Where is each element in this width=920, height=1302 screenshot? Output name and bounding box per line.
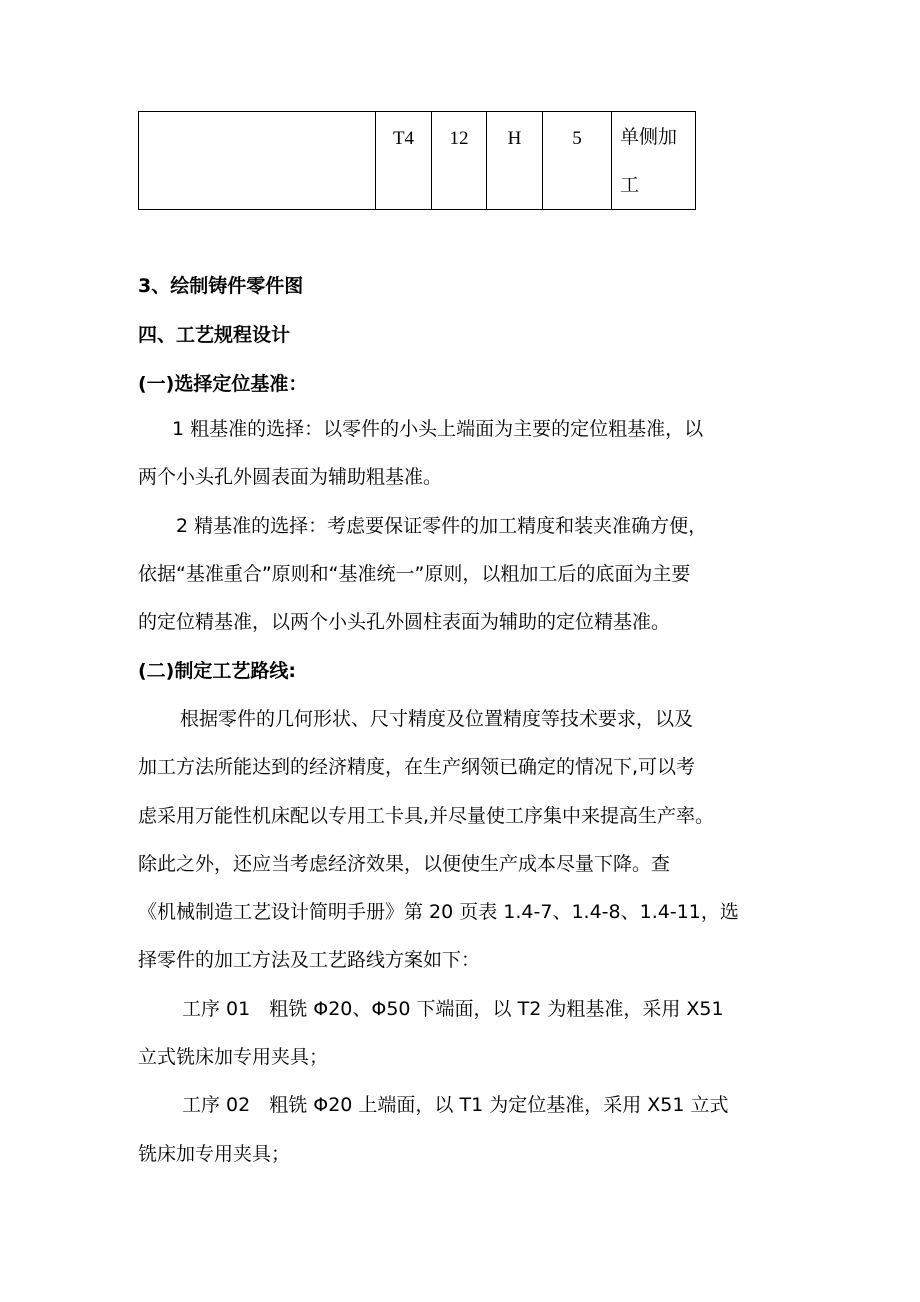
- step-01-line2: 立式铣床加专用夹具；: [138, 1046, 329, 1068]
- section-4-heading: 四、工艺规程设计: [138, 324, 291, 346]
- table-cell-allowance: 5: [543, 112, 612, 210]
- paragraph-fine-datum-line3: 的定位精基准，以两个小头孔外圆柱表面为辅助的定位精基准。: [138, 611, 671, 633]
- table-cell-code: T4: [376, 112, 432, 210]
- paragraph-rough-datum-line1: 1 粗基准的选择：以零件的小头上端面为主要的定位粗基准，以: [172, 418, 704, 440]
- table-cell-size: 12: [432, 112, 487, 210]
- step-02-line1: 工序 02 粗铣 Φ20 上端面，以 T1 为定位基准，采用 X51 立式: [182, 1094, 729, 1116]
- table-cell-note: 单侧加工: [612, 112, 696, 210]
- table-cell-grade: H: [487, 112, 543, 210]
- paragraph-route-line5: 《机械制造工艺设计简明手册》第 20 页表 1.4-7、1.4-8、1.4-11，选: [138, 901, 739, 923]
- paragraph-route-line1: 根据零件的几何形状、尺寸精度及位置精度等技术要求，以及: [180, 708, 694, 730]
- step-02-line2: 铣床加专用夹具；: [138, 1143, 291, 1165]
- subsection-2-heading: (二)制定工艺路线:: [138, 660, 296, 682]
- table-cell-surface: [139, 112, 376, 210]
- subsection-1-heading: (一)选择定位基准：: [138, 373, 308, 395]
- paragraph-route-line2: 加工方法所能达到的经济精度，在生产纲领已确定的情况下,可以考: [138, 756, 696, 778]
- paragraph-fine-datum-line2: 依据“基准重合”原则和“基准统一”原则，以粗加工后的底面为主要: [138, 563, 691, 585]
- paragraph-rough-datum-line2: 两个小头孔外圆表面为辅助粗基准。: [138, 466, 443, 488]
- paragraph-fine-datum-line1: 2 精基准的选择：考虑要保证零件的加工精度和装夹准确方便，: [176, 515, 708, 537]
- paragraph-route-line4: 除此之外，还应当考虑经济效果，以便使生产成本尽量下降。查: [138, 853, 671, 875]
- paragraph-route-line6: 择零件的加工方法及工艺路线方案如下：: [138, 949, 481, 971]
- table-row: [139, 112, 696, 210]
- section-3-heading: 3、绘制铸件零件图: [138, 275, 304, 297]
- machining-allowance-table: [138, 111, 696, 210]
- paragraph-route-line3: 虑采用万能性机床配以专用工卡具,并尽量使工序集中来提高生产率。: [138, 805, 715, 827]
- step-01-line1: 工序 01 粗铣 Φ20、Φ50 下端面，以 T2 为粗基准，采用 X51: [182, 998, 724, 1020]
